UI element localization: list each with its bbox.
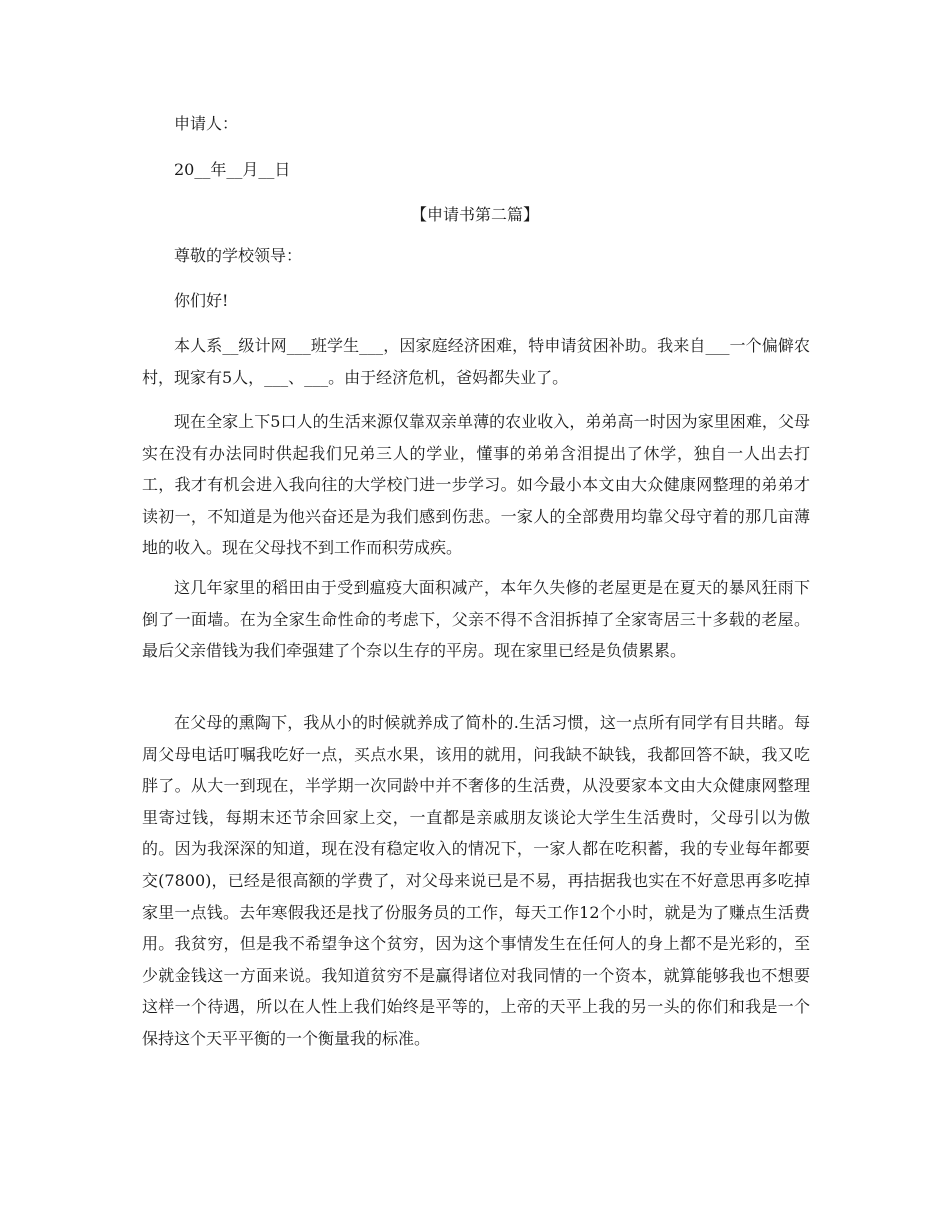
salutation: 尊敬的学校领导：	[174, 246, 303, 265]
body-paragraph-3: 这几年家里的稻田由于受到瘟疫大面积减产，本年久失修的老屋更是在夏天的暴风狂雨下倒了一面墙。在为全家生命性命的考虑下，父亲不得不含泪拆掉了全家寄居三十多载的老屋。最后父亲借钱为我们牵强建了个奈以生存的平房。现在家里已经是负债累累。	[142, 578, 810, 661]
greeting: 你们好!	[174, 291, 229, 310]
section-title: 【申请书第二篇】	[410, 205, 539, 224]
date-line: 20__年__月__日	[174, 160, 291, 179]
body-paragraph-1: 本人系__级计网___班学生___，因家庭经济困难，特申请贫困补助。我来自___一个偏僻农村，现家有5人，___、___。由于经济危机，爸妈都失业了。	[142, 336, 810, 387]
body-paragraph-2: 现在全家上下5口人的生活来源仅靠双亲单薄的农业收入，弟弟高一时因为家里困难，父母实在没有办法同时供起我们兄弟三人的学业，懂事的弟弟含泪提出了休学，独自一人出去打工，我才有机会进入我向往的大学校门进一步学习。如今最小本文由大众健康网整理的弟弟才读初一，不知道是为他兴奋还是为我们感到伤悲。一家人的全部费用均靠父母守着的那几亩薄地的收入。现在父母找不到工作而积劳成疾。	[142, 412, 810, 558]
applicant-label: 申请人：	[174, 114, 239, 133]
body-paragraph-4: 在父母的熏陶下，我从小的时候就养成了简朴的.生活习惯，这一点所有同学有目共睹。每周父母电话叮嘱我吃好一点，买点水果，该用的就用，问我缺不缺钱，我都回答不缺，我又吃胖了。从大一到现在，半学期一次同龄中并不奢侈的生活费，从没要家本文由大众健康网整理里寄过钱，每期末还节余回家上交，一直都是亲戚朋友谈论大学生生活费时，父母引以为傲的。因为我深深的知道，现在没有稳定收入的情况下，一家人都在吃积蓄，我的专业每年都要交(7800)，已经是很高额的学费了，对父母来说已是不易，再拮据我也实在不好意思再多吃掉家里一点钱。去年寒假我还是找了份服务员的工作，每天工作12个小时，就是为了赚点生活费用。我贫穷，但是我不希望争这个贫穷，因为这个事情发生在任何人的身上都不是光彩的，至少就金钱这一方面来说。我知道贫穷不是赢得诸位对我同情的一个资本，就算能够我也不想要这样一个待遇，所以在人性上我们始终是平等的，上帝的天平上我的另一头的你们和我是一个保持这个天平平衡的一个衡量我的标准。	[142, 713, 810, 1048]
